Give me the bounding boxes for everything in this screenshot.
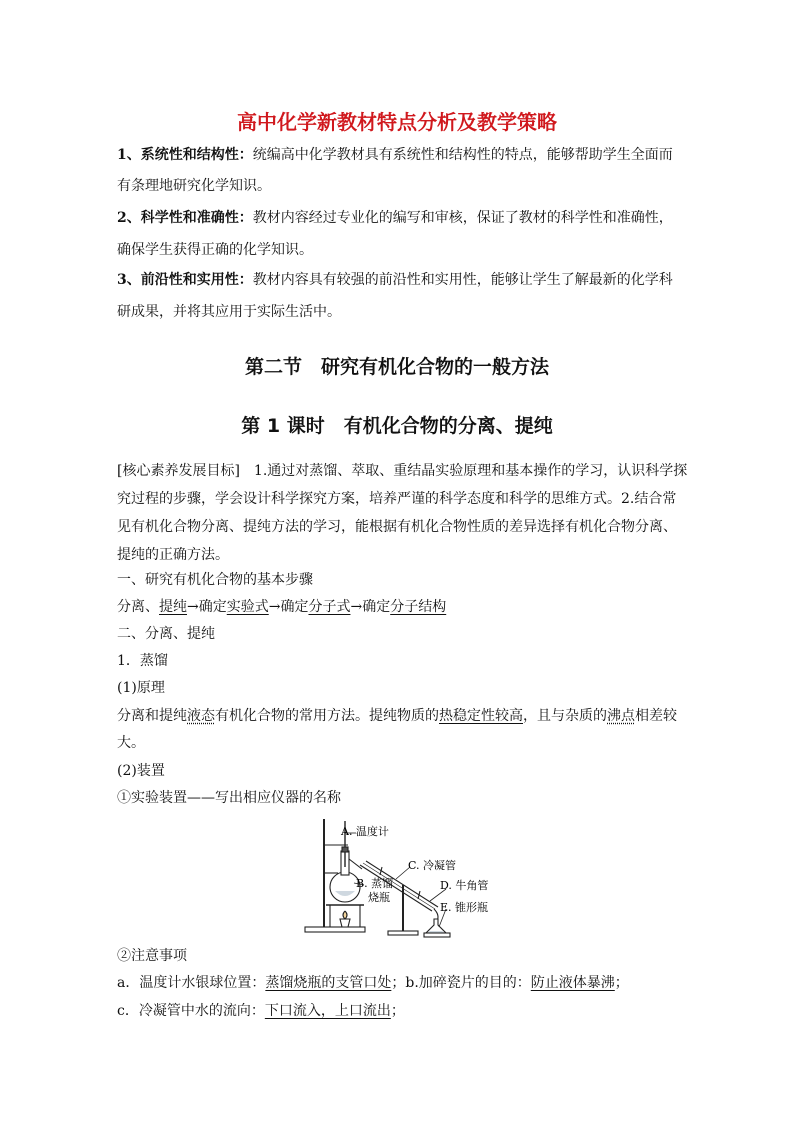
- blank-answer: 蒸馏烧瓶的支管口处: [265, 975, 392, 991]
- lesson-title: 第 1 课时 有机化合物的分离、提纯: [241, 415, 553, 437]
- feature-2-line1: 2、科学性和准确性：教材内容经过专业化的编写和审核，保证了教材的科学性和准确性，: [117, 210, 673, 226]
- label-adapter: D. 牛角管: [440, 879, 489, 892]
- core-goals-line3: 见有机化合物分离、提纯方法的学习，能根据有机化合物性质的差异选择有机化合物分离、: [117, 519, 677, 535]
- distillation-apparatus-diagram: [300, 815, 500, 939]
- blank-answer: 提纯: [159, 599, 187, 615]
- principle-line1: 分离和提纯液态有机化合物的常用方法。提纯物质的热稳定性较高，且与杂质的沸点相差较: [117, 708, 677, 724]
- steps-line: 分离、提纯→确定实验式→确定分子式→确定分子结构: [117, 599, 447, 615]
- section-title: 第二节 研究有机化合物的一般方法: [244, 356, 549, 378]
- note-c: c．冷凝管中水的流向：下口流入，上口流出；: [117, 1003, 405, 1019]
- label-distilling-flask: B. 蒸馏: [356, 877, 394, 890]
- feature-3-line2: 研成果，并将其应用于实际生活中。: [117, 304, 341, 320]
- feature-2-head: 2、科学性和准确性：: [117, 210, 253, 226]
- part2-heading: 二、分离、提纯: [117, 626, 215, 642]
- core-goals-line4: 提纯的正确方法。: [117, 547, 229, 563]
- notes-heading: ②注意事项: [117, 948, 187, 964]
- core-goals-line2: 究过程的步骤，学会设计科学探究方案，培养严谨的科学态度和科学的思维方式。2.结合常: [117, 491, 677, 507]
- distillation-heading: 1．蒸馏: [117, 653, 168, 669]
- blank-answer: 防止液体暴沸: [530, 975, 615, 991]
- principle-line2: 大。: [117, 735, 145, 751]
- blank-answer: 沸点: [607, 708, 635, 724]
- feature-1-head: 1、系统性和结构性：: [117, 147, 253, 163]
- blank-answer: 实验式: [226, 599, 269, 615]
- feature-1-line1: 1、系统性和结构性：统编高中化学教材具有系统性和结构性的特点，能够帮助学生全面而: [117, 147, 673, 163]
- note-a: a．温度计水银球位置：蒸馏烧瓶的支管口处；b.加碎瓷片的目的：防止液体暴沸；: [117, 975, 629, 991]
- principle-heading: (1)原理: [117, 680, 165, 696]
- blank-answer: 下口流入，上口流出: [264, 1003, 391, 1019]
- page-title: 高中化学新教材特点分析及教学策略: [237, 110, 557, 134]
- label-distilling-flask-2: 烧瓶: [368, 891, 390, 904]
- part1-heading: 一、研究有机化合物的基本步骤: [117, 572, 313, 588]
- blank-answer: 热稳定性较高: [439, 708, 523, 724]
- device-heading: (2)装置: [117, 763, 165, 779]
- core-goals-line1: [核心素养发展目标] 1.通过对蒸馏、萃取、重结晶实验原理和基本操作的学习，认识科学探: [117, 463, 688, 479]
- device-subheading: ①实验装置——写出相应仪器的名称: [117, 790, 341, 806]
- blank-answer: 分子式: [308, 599, 351, 615]
- blank-answer: 分子结构: [390, 599, 447, 615]
- feature-3-head: 3、前沿性和实用性：: [117, 272, 253, 288]
- feature-1-line2: 有条理地研究化学知识。: [117, 178, 271, 194]
- blank-answer: 液态: [187, 708, 215, 724]
- feature-2-line2: 确保学生获得正确的化学知识。: [117, 242, 313, 258]
- label-conical-flask: E. 锥形瓶: [440, 901, 489, 914]
- label-condenser: C. 冷凝管: [408, 859, 457, 872]
- feature-3-line1: 3、前沿性和实用性：教材内容具有较强的前沿性和实用性，能够让学生了解最新的化学科: [117, 272, 673, 288]
- label-thermometer: A. 温度计: [341, 825, 389, 838]
